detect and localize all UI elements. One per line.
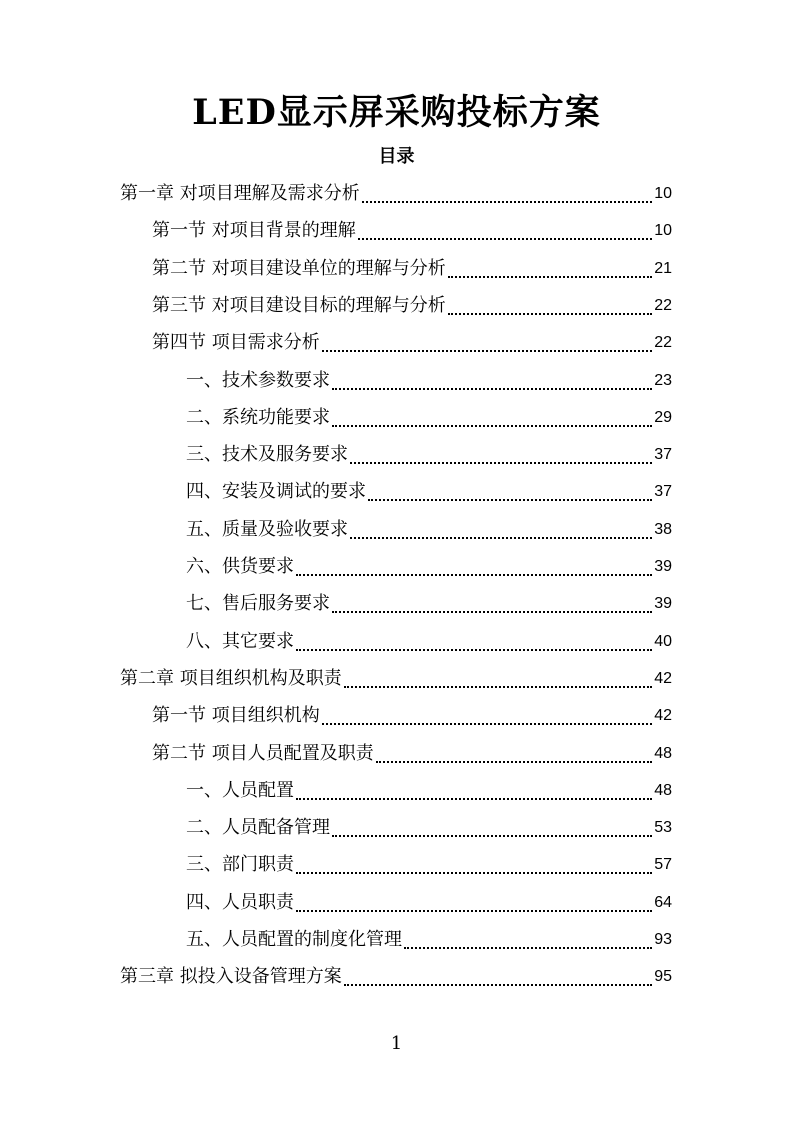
toc-entry-label: 第二章 项目组织机构及职责 [120, 667, 342, 689]
toc-entry-page: 10 [654, 185, 672, 202]
toc-entry[interactable] [186, 474, 672, 510]
toc-entry[interactable] [120, 661, 672, 697]
toc-entry[interactable] [152, 213, 672, 249]
toc-entry-label: 第一节 对项目背景的理解 [152, 220, 356, 242]
toc-entry-page: 23 [654, 371, 672, 389]
toc-entry[interactable] [152, 698, 672, 734]
toc-entry-label: 三、技术及服务要求 [186, 444, 348, 466]
toc-entry[interactable] [186, 810, 672, 846]
toc-entry[interactable] [120, 176, 672, 212]
toc-entry-page: 39 [654, 595, 672, 613]
toc-entry-label: 四、安装及调试的要求 [186, 481, 366, 503]
toc-entry[interactable] [152, 736, 672, 772]
toc-entry[interactable] [186, 586, 672, 622]
toc-dot-leader [296, 624, 652, 660]
toc-entry[interactable] [186, 400, 672, 436]
toc-entry-page: 64 [654, 893, 672, 911]
toc-entry-page: 29 [654, 408, 672, 426]
document-title: LED显示屏采购投标方案 [192, 92, 601, 133]
toc-entry-page: 42 [654, 669, 672, 687]
toc-entry[interactable] [152, 288, 672, 324]
toc-dot-leader [332, 400, 652, 436]
toc-entry[interactable] [186, 922, 672, 958]
toc-entry-page: 53 [654, 819, 672, 837]
toc-dot-leader [350, 437, 652, 473]
toc-dot-leader [448, 251, 652, 287]
toc-entry-page: 39 [654, 558, 672, 575]
toc-entry-page: 37 [654, 483, 672, 501]
toc-entry-label: 五、人员配置的制度化管理 [186, 929, 402, 950]
toc-dot-leader [376, 736, 652, 772]
toc-entry-page: 21 [654, 259, 672, 277]
toc-entry[interactable] [186, 363, 672, 399]
toc-entry[interactable] [152, 251, 672, 287]
toc-dot-leader [296, 847, 652, 883]
toc-entry-label: 二、系统功能要求 [186, 406, 330, 428]
toc-dot-leader [344, 661, 652, 697]
toc-entry[interactable] [120, 959, 672, 995]
toc-dot-leader [358, 213, 652, 249]
toc-entry-page: 48 [654, 781, 672, 799]
toc-dot-leader [350, 512, 652, 548]
toc-entry-label: 五、质量及验收要求 [186, 518, 348, 540]
toc-entry-label: 七、售后服务要求 [186, 593, 330, 615]
toc-entry-page: 42 [654, 707, 672, 725]
toc-dot-leader [296, 549, 652, 585]
toc-entry[interactable] [186, 624, 672, 660]
toc-entry-page: 38 [654, 520, 672, 538]
toc-entry-page: 95 [654, 968, 672, 986]
toc-entry-page: 10 [654, 222, 672, 240]
toc-dot-leader [296, 885, 652, 921]
toc-entry-page: 48 [654, 744, 672, 762]
toc-heading: 目录 [378, 146, 415, 167]
toc-entry-label: 第二节 对项目建设单位的理解与分析 [152, 257, 446, 279]
toc-entry[interactable] [186, 773, 672, 809]
toc-dot-leader [344, 959, 652, 995]
toc-entry-label: 二、人员配备管理 [186, 817, 330, 839]
toc-dot-leader [332, 810, 652, 846]
toc-dot-leader [322, 325, 652, 361]
toc-entry-label: 第一节 项目组织机构 [152, 705, 320, 727]
toc-entry[interactable] [152, 325, 672, 361]
toc-entry-label: 一、人员配置 [186, 779, 294, 801]
toc-dot-leader [332, 363, 652, 399]
toc-entry-label: 第三节 对项目建设目标的理解与分析 [152, 294, 446, 316]
toc-entry-label: 三、部门职责 [186, 854, 294, 876]
toc-entry[interactable] [186, 512, 672, 548]
toc-dot-leader [404, 922, 652, 958]
toc-entry-page: 93 [654, 931, 672, 948]
toc-entry-label: 第三章 拟投入设备管理方案 [120, 966, 342, 988]
toc-entry-label: 八、其它要求 [186, 630, 294, 652]
toc-entry-page: 40 [654, 632, 672, 650]
toc-entry-label: 六、供货要求 [186, 556, 294, 577]
toc-entry-label: 一、技术参数要求 [186, 369, 330, 391]
toc-entry-page: 37 [654, 446, 672, 464]
toc-dot-leader [322, 698, 652, 734]
toc-entry-label: 第一章 对项目理解及需求分析 [120, 183, 360, 204]
toc-dot-leader [362, 176, 652, 212]
toc-entry-label: 第四节 项目需求分析 [152, 332, 320, 354]
toc-entry-page: 22 [654, 296, 672, 314]
toc-entry-page: 22 [654, 334, 672, 352]
toc-entry-page: 57 [654, 856, 672, 874]
toc-entry[interactable] [186, 549, 672, 585]
toc-dot-leader [448, 288, 652, 324]
toc-entry[interactable] [186, 437, 672, 473]
toc-dot-leader [332, 586, 652, 622]
toc-entry-label: 四、人员职责 [186, 891, 294, 913]
page-number: 1 [390, 1033, 403, 1054]
toc-entry[interactable] [186, 885, 672, 921]
toc-entry[interactable] [186, 847, 672, 883]
toc-dot-leader [296, 773, 652, 809]
toc-dot-leader [368, 474, 652, 510]
toc-entry-label: 第二节 项目人员配置及职责 [152, 742, 374, 764]
